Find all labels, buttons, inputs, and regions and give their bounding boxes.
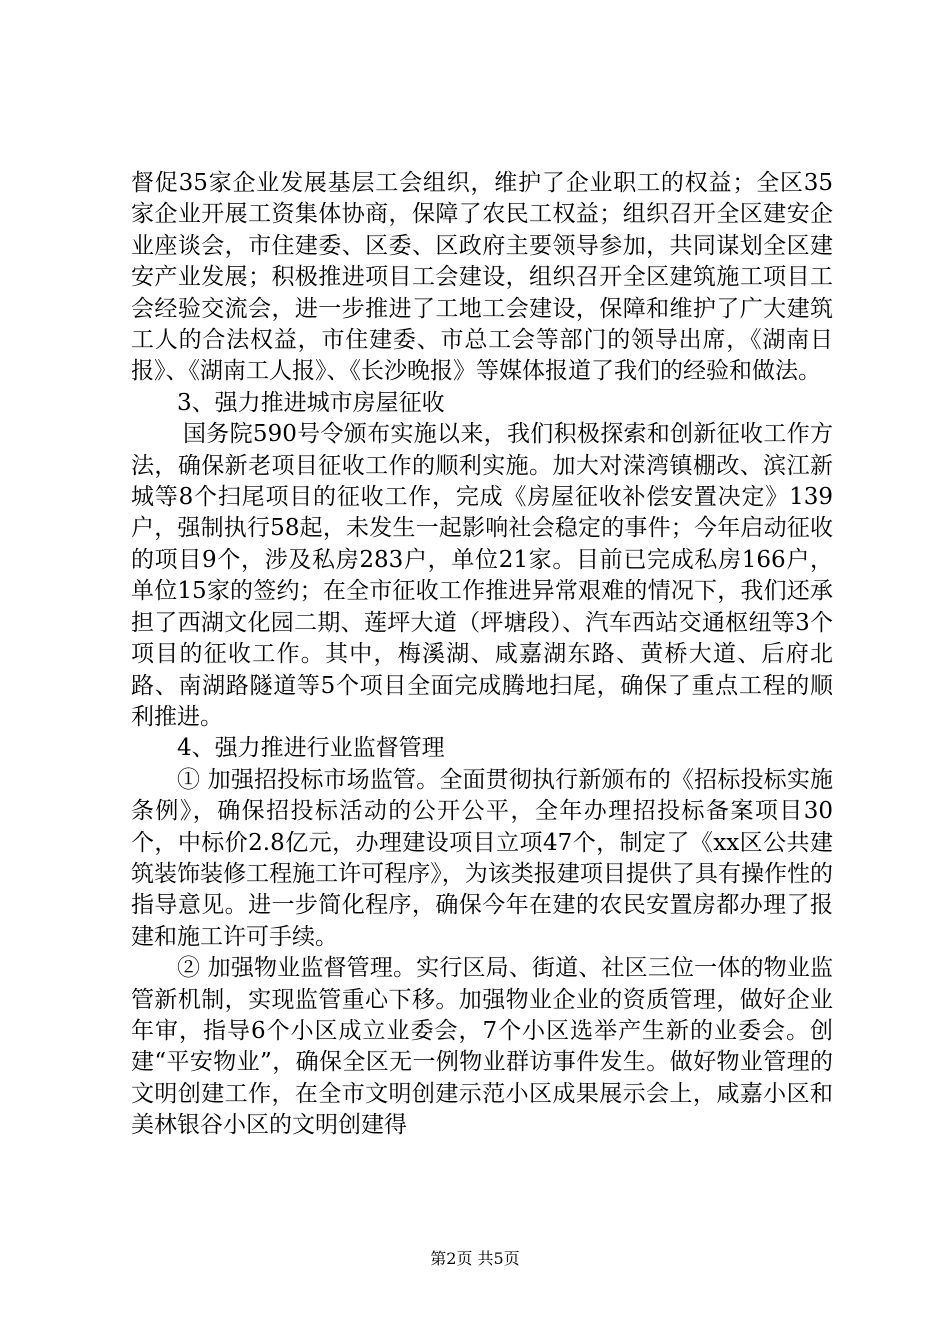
paragraph-property-supervision: ② 加强物业监督管理。实行区局、街道、社区三位一体的物业监管新机制，实现监管重心下移。加强物业企业的资质管理，做好企业年审，指导6个小区成立业委会，7个小区选举产生新的业委会。创建“平安物业”，确保全区无一例物业群访事件发生。做好物业管理的文明创建工作，在全市文明创建示范小区成果展示会上，咸嘉小区和美林银谷小区的文明创建得 — [131, 955, 833, 1139]
heading-industry-supervision: 4、强力推进行业监督管理 — [177, 735, 445, 762]
heading-house-expropriation: 3、强力推进城市房屋征收 — [177, 389, 445, 416]
page-number-footer: 第2页 共5页 — [430, 1249, 520, 1268]
paragraph-union-work: 督促35家企业发展基层工会组织，维护了企业职工的权益；全区35家企业开展工资集体协商，保障了农民工权益；组织召开全区建安企业座谈会，市住建委、区委、区政府主要领导参加，共同谋划全区建安产业发展；积极推进项目工会建设，组织召开全区建筑施工项目工会经验交流会，进一步推进了工地工会建设，保障和维护了广大建筑工人的合法权益，市住建委、市总工会等部门的领导出席，《湖南日报》、《湖南工人报》、《长沙晚报》等媒体报道了我们的经验和做法。 — [131, 170, 833, 385]
document-body — [131, 168, 833, 1142]
paragraph-house-expropriation: 国务院590号令颁布实施以来，我们积极探索和创新征收工作方法，确保新老项目征收工作的顺利实施。加大对溁湾镇棚改、滨江新城等8个扫尾项目的征收工作，完成《房屋征收补偿安置决定》139户，强制执行58起，未发生一起影响社会稳定的事件；今年启动征收的项目9个，涉及私房283户，单位21家。目前已完成私房166户，单位15家的签约；在全市征收工作推进异常艰难的情况下，我们还承担了西湖文化园二期、莲坪大道（坪塘段）、汽车西站交通枢纽等3个项目的征收工作。其中，梅溪湖、咸嘉湖东路、黄桥大道、后府北路、南湖路隧道等5个项目全面完成腾地扫尾，确保了重点工程的顺利推进。 — [131, 421, 833, 730]
paragraph-bidding-supervision: ① 加强招投标市场监管。全面贯彻执行新颁布的《招标投标实施条例》，确保招投标活动的公开公平，全年办理招投标备案项目30个，中标价2.8亿元，办理建设项目立项47个，制定了《xx区公共建筑装饰装修工程施工许可程序》，为该类报建项目提供了具有操作性的指导意见。进一步简化程序，确保今年在建的农民安置房都办理了报建和施工许可手续。 — [131, 766, 833, 950]
